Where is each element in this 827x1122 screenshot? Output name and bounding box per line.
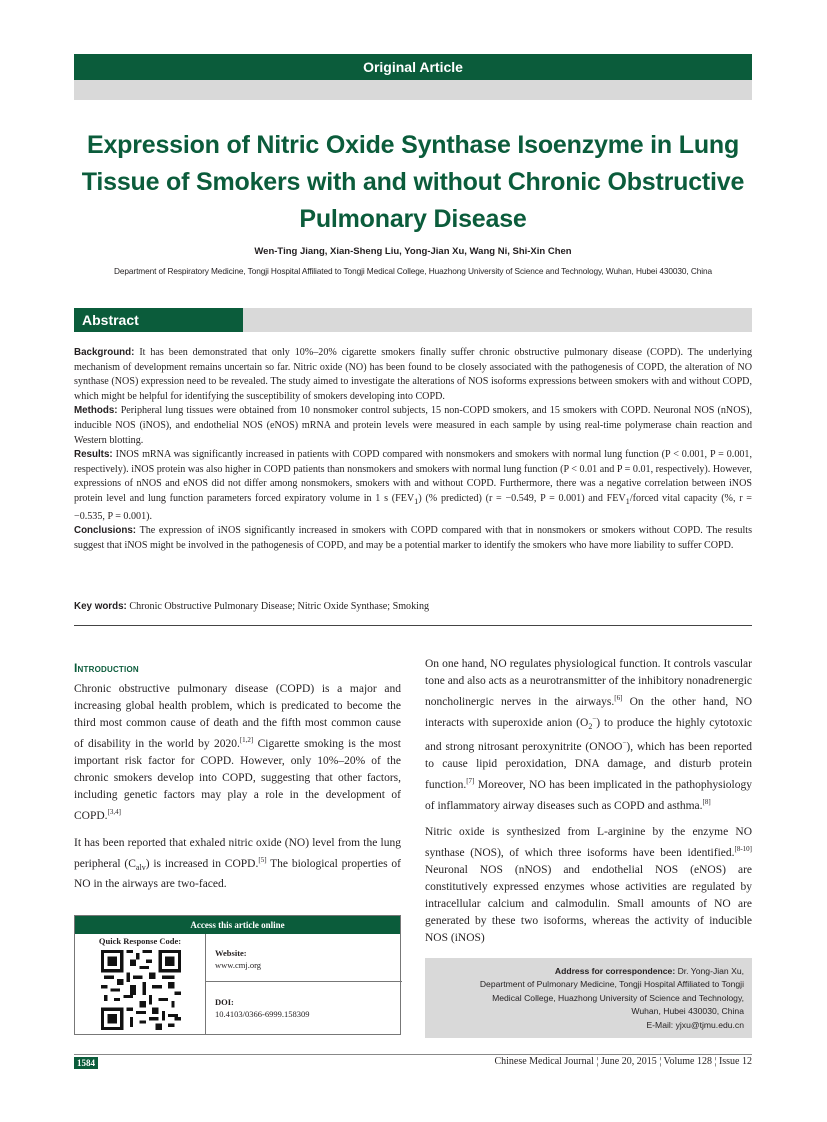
correspondence-box [425, 958, 752, 1038]
paragraph-text: Chronic obstructive pulmonary disease (COPD) is a major and increasing global health problem, which is predicated to become the third most common cause of death and the fifth most common cause of disability in the world by 2020. [74, 683, 401, 750]
methods-label: Methods: [74, 405, 118, 417]
subscript: 2 [588, 721, 593, 731]
citation-ref: [6] [614, 694, 623, 702]
section-label-bar [74, 54, 752, 80]
citation-ref: [8-10] [734, 845, 752, 854]
author-list: Wen-Ting Jiang, Xian-Sheng Liu, Yong-Jian Xu, Wang Ni, Shi-Xin Chen [254, 246, 572, 257]
abstract-header-bar [74, 308, 752, 332]
intro-paragraph-2 [74, 835, 401, 893]
access-article-box [74, 915, 401, 1035]
paragraph-text: ) is increased in COPD. [145, 857, 259, 870]
subscript: 1 [625, 496, 630, 506]
correspondence-label: Address for correspondence: [554, 966, 676, 976]
left-column [74, 660, 401, 903]
paragraph-text: Neuronal NOS (nNOS) and endothelial NOS (eNOS) are constitutively expressed enzymes whose activities are regulated by intracellular calcium and calmodulin. Small amounts of NO are generated by these two isoforms, whereas the activity of inducible NOS (iNOS) [425, 864, 752, 945]
access-box-heading: Access this article online [75, 916, 400, 934]
page-number: 1584 [74, 1057, 98, 1069]
qr-label: Quick Response Code: [98, 936, 182, 946]
superscript: − [622, 738, 627, 747]
citation-ref: [8] [702, 797, 711, 806]
qr-column [75, 934, 206, 1034]
doi-label: DOI: [215, 997, 234, 1007]
citation-ref: [3,4] [107, 807, 121, 816]
paragraph-text: Moreover, NO has been implicated in the pathophysiology of inflammatory airway diseases such as COPD and asthma. [425, 778, 752, 812]
paragraph-text: The biological properties of NO in the airways are two-faced. [74, 857, 401, 890]
intro-paragraph-4 [425, 824, 752, 947]
paragraph-text: It has been reported that exhaled nitric oxide (NO) level from the lung peripheral (C [74, 836, 401, 870]
citation-ref: [5] [258, 855, 267, 864]
paragraph-text: ) to produce the highly cytotoxic and strong nitrosant peroxynitrite (ONOO [425, 716, 753, 753]
abstract-background [74, 346, 752, 404]
author-affiliation: Department of Respiratory Medicine, Tongji Hospital Affiliated to Tongji Medical College, Huazhong University of Science and Technology, Wuhan, Hubei 430030, China [113, 266, 713, 276]
paragraph-text: Cigarette smoking is the most important risk factor for COPD. However, only 10%–20% of the chronic smokers develop into COPD, suggesting that other factors, including genetic factors may play a role in the development of COPD. [74, 737, 401, 822]
correspondence-name: Dr. Yong-Jian Xu, [675, 966, 744, 976]
abstract-body [74, 346, 752, 553]
abstract-heading: Abstract [74, 308, 243, 332]
article-title: Expression of Nitric Oxide Synthase Isoenzyme in Lung Tissue of Smokers with and without Chronic Obstructive Pulmonary Disease [81, 131, 745, 233]
section-label-underband [74, 80, 752, 100]
doi-link[interactable]: 10.4103/0366-6999.158309 [215, 1009, 310, 1019]
results-label: Results: [74, 449, 113, 461]
paragraph-text: On the other hand, NO interacts with superoxide anion (O [425, 695, 752, 729]
right-column [425, 656, 752, 957]
subscript: alv [135, 862, 146, 872]
correspondence-email[interactable]: E-Mail: yjxu@tjmu.edu.cn [646, 1019, 744, 1030]
correspondence-line: Medical College, Huazhong University of Science and Technology, [492, 992, 744, 1003]
paragraph-text: On one hand, NO regulates physiological function. It controls vascular tone and also acts as a neurotransmitter of the inhibitory nonadrenergic noncholinergic nerves in the airways. [425, 658, 752, 708]
keywords-text: Chronic Obstructive Pulmonary Disease; Nitric Oxide Synthase; Smoking [129, 601, 430, 612]
subscript: 1 [414, 496, 419, 506]
results-text: /forced vital capacity (%, r = −0.535, P = 0.001). [74, 492, 753, 522]
journal-citation: Chinese Medical Journal ¦ June 20, 2015 ¦ Volume 128 ¦ Issue 12 [494, 1056, 752, 1067]
website-link[interactable]: www.cmj.org [215, 960, 262, 970]
intro-paragraph-1 [74, 681, 401, 825]
page-footer [74, 1054, 752, 1069]
article-links [215, 934, 395, 1019]
intro-paragraph-3 [425, 656, 752, 814]
methods-text: Peripheral lung tissues were obtained from 10 nonsmoker control subjects, 15 non-COPD smokers, and 15 smokers with COPD. Neuronal NOS (nNOS), inducible NOS (iNOS), and endothelial NOS (eNOS) mRNA and protein levels were measured in each sample by using real-time polymerase chain reaction and Western blotting. [74, 405, 752, 446]
results-text: ) (% predicted) (r = −0.549, P = 0.001) and FEV [418, 492, 626, 504]
paragraph-text: Nitric oxide is synthesized from L-arginine by the enzyme NO synthase (NOS), of which three isoforms have been identified. [425, 826, 752, 860]
background-label: Background: [74, 347, 135, 358]
info-divider [205, 981, 402, 982]
introduction-heading: Introduction [74, 661, 139, 675]
conclusions-label: Conclusions: [74, 525, 137, 537]
superscript: − [592, 714, 597, 723]
abstract-methods [74, 404, 752, 448]
abstract-results [74, 448, 752, 524]
correspondence-line: Wuhan, Hubei 430030, China [631, 1006, 744, 1017]
background-text: It has been demonstrated that only 10%–20% cigarette smokers finally suffer chronic obstructive pulmonary disease (COPD). The underlying mechanism of development remains uncertain so far. Nitric oxide (NO) has been found to be closely associated with the pathogenesis of COPD, the alteration of NO synthase (NOS) expression need to be revealed. The study aimed to investigate the alterations of NOS isoforms expressions between smokers with and without COPD, which might be helpful for identifying the susceptibility of smokers developing into COPD. [74, 347, 752, 402]
results-text: INOS mRNA was significantly increased in patients with COPD compared with nonsmokers and smokers with normal lung function (P < 0.001, P = 0.001, respectively). iNOS protein was also higher in COPD patients than nonsmokers and smokers with normal lung function (P < 0.01 and P = 0.01, respectively). However, expressions of nNOS and eNOS did not differ among nonsmokers, smokers with and without COPD. Furthermore, there was a negative correlation between iNOS protein level and lung function parameters forced expiratory volume in 1 s (FEV [74, 449, 752, 504]
section-label: Original Article [363, 59, 463, 75]
section-divider [74, 625, 752, 626]
qr-code-icon[interactable] [101, 950, 181, 1030]
keywords [74, 601, 752, 612]
citation-ref: [7] [466, 776, 475, 785]
abstract-conclusions [74, 524, 752, 553]
conclusions-text: The expression of iNOS significantly increased in smokers with COPD compared with that in nonsmokers or smokers without COPD. The results suggest that iNOS might be involved in the pathogenesis of COPD, and may be a potential marker to identify the smokers who have more liability to suffer COPD. [74, 525, 752, 551]
citation-ref: [1,2] [239, 736, 254, 744]
correspondence-line: Department of Pulmonary Medicine, Tongji Hospital Affiliated to Tongji [479, 979, 744, 990]
website-label: Website: [215, 948, 247, 958]
keywords-label: Key words: [74, 601, 127, 612]
paragraph-text: ), which has been reported to cause lipid peroxidation, DNA damage, and disturb protein function. [425, 740, 752, 791]
correspondence-header [433, 965, 744, 978]
